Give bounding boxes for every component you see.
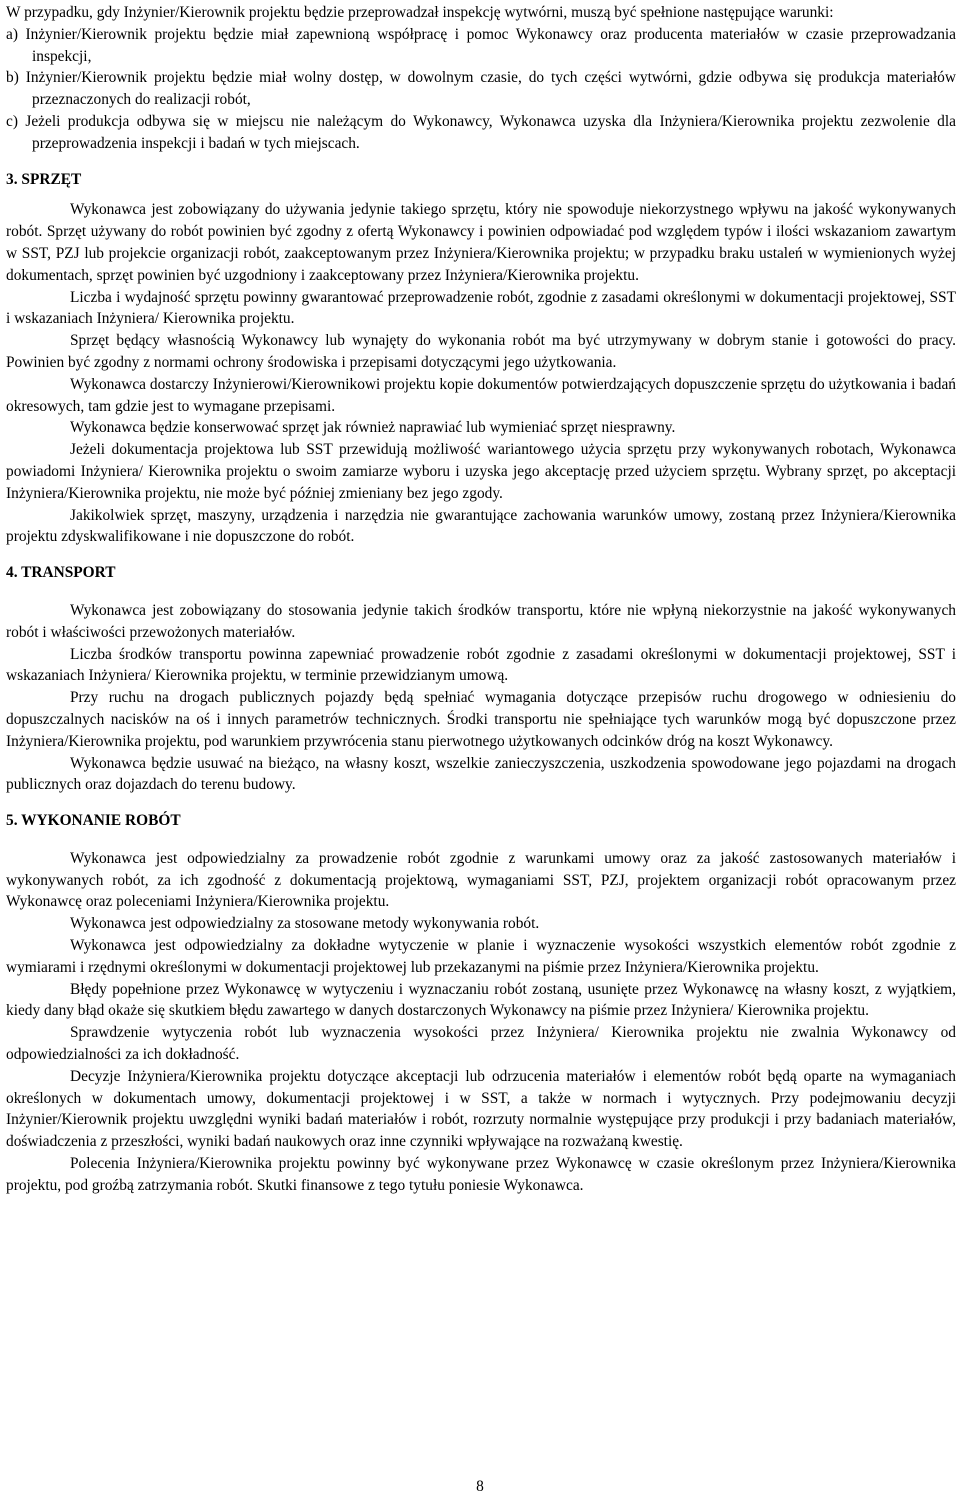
equipment-paragraph: Wykonawca jest zobowiązany do używania jedynie takiego sprzętu, który nie spowoduje niekorzystnego wpływu na jakość wykonywanych robót. Sprzęt używany do robót powinien być zgodny z ofertą Wykonawcy i powinien odpowiadać pod względem typów i ilości wskazaniom zawartym w SST, PZJ lub projekcie organizacji robót, zaakceptowanym przez Inżyniera/Kierownika projektu; w przypadku braku ustaleń w wymienionych wyżej dokumentach, sprzęt powinien być uzgodniony i zaakceptowany przez Inżyniera/Kierownika projektu. [6,201,956,284]
transport-paragraph: Przy ruchu na drogach publicznych pojazdy będą spełniać wymagania dotyczące przepisów ruchu drogowego w odniesieniu do dopuszczalnych nacisków na oś i innych parametrów technicznych. Środki transportu nie spełniające tych warunków mogą być dopuszczone przez Inżyniera/Kierownika projektu, pod warunkiem przywrócenia stanu pierwotnego użytkowanych odcinków dróg na koszt Wykonawcy. [6,689,956,750]
execution-paragraph: Wykonawca jest odpowiedzialny za prowadzenie robót zgodnie z warunkami umowy oraz za jakość zastosowanych materiałów i wykonywanych robót, za ich zgodność z dokumentacją projektową, wymaganiami SST, PZJ, projektem organizacji robót opracowanym przez Wykonawcę oraz poleceniami Inżyniera/Kierownika projektu. [6,849,956,911]
execution-paragraph: Polecenia Inżyniera/Kierownika projektu powinny być wykonywane przez Wykonawcę w czasie określonym przez Inżyniera/Kierownika projektu, pod groźbą zatrzymania robót. Skutki finansowe z tego tytułu poniesie Wykonawca. [6,1155,956,1194]
section-heading-execution: 5. WYKONANIE ROBÓT [6,812,181,830]
intro-paragraph: W przypadku, gdy Inżynier/Kierownik projektu będzie przeprowadzał inspekcję wytwórni, muszą być spełnione następujące warunki: [6,4,834,21]
transport-paragraph: Wykonawca będzie usuwać na bieżąco, na własny koszt, wszelkie zanieczyszczenia, uszkodzenia spowodowane jego pojazdami na drogach publicznych oraz dojazdach do terenu budowy. [6,754,956,794]
equipment-paragraph: Liczba i wydajność sprzętu powinny gwarantować przeprowadzenie robót, zgodnie z zasadami określonymi w dokumentacji projektowej, SST i wskazaniach Inżyniera/ Kierownika projektu. [6,288,956,328]
equipment-paragraph: Wykonawca dostarczy Inżynierowi/Kierownikowi projektu kopie dokumentów potwierdzających dopuszczenie sprzętu do użytkowania i badań okresowych, tam gdzie jest to wymagane przepisami. [6,375,956,415]
intro-list-item-a: a) Inżynier/Kierownik projektu będzie miał zapewnioną współpracę i pomoc Wykonawcy oraz producenta materiałów w czasie przeprowadzania inspekcji, [6,25,956,65]
equipment-paragraph: Jeżeli dokumentacja projektowa lub SST przewidują możliwość wariantowego użycia sprzętu przy wykonywanych robotach, Wykonawca powiadomi Inżyniera/ Kierownika projektu o swoim zamiarze wyboru i uzyska jego akceptację przed użyciem sprzętu. Wybrany sprzęt, po akceptacji Inżyniera/Kierownika projektu, nie może być później zmieniany bez jego zgody. [6,441,956,502]
execution-paragraph: Błędy popełnione przez Wykonawcę w wytyczeniu i wyznaczaniu robót zostaną, usunięte przez Wykonawcę na własny koszt, z wyjątkiem, kiedy dany błąd okaże się skutkiem błędu zawartego w danych dostarczonych Wykonawcy na piśmie przez Inżyniera/ Kierownika projektu. [6,980,956,1020]
transport-paragraph: Wykonawca jest zobowiązany do stosowania jedynie takich środków transportu, które nie wpłyną niekorzystnie na jakość wykonywanych robót i właściwości przewożonych materiałów. [6,601,956,641]
execution-paragraph: Sprawdzenie wytyczenia robót lub wyznaczenia wysokości przez Inżyniera/ Kierownika projektu nie zwalnia Wykonawcy od odpowiedzialności za ich dokładność. [6,1024,956,1064]
section-heading-equipment: 3. SPRZĘT [6,170,82,188]
document-page [6,2,956,1197]
section-heading-transport: 4. TRANSPORT [6,564,116,582]
intro-list-item-b: b) Inżynier/Kierownik projektu będzie miał wolny dostęp, w dowolnym czasie, do tych części wytwórni, gdzie odbywa się produkcja materiałów przeznaczonych do realizacji robót, [6,69,956,109]
equipment-paragraph: Jakikolwiek sprzęt, maszyny, urządzenia i narzędzia nie gwarantujące zachowania warunków umowy, zostaną przez Inżyniera/Kierownika projektu zdyskwalifikowane i nie dopuszczone do robót. [6,506,956,546]
transport-paragraph: Liczba środków transportu powinna zapewniać prowadzenie robót zgodnie z zasadami określonymi w dokumentacji projektowej, SST i wskazaniach Inżyniera/ Kierownika projektu, w terminie przewidzianym umową. [6,645,956,685]
intro-list-item-c: c) Jeżeli produkcja odbywa się w miejscu nie należącym do Wykonawcy, Wykonawca uzyska dla Inżyniera/Kierownika projektu zezwolenie dla przeprowadzenia inspekcji i badań w tych miejscach. [6,112,956,152]
execution-paragraph: Wykonawca jest odpowiedzialny za stosowane metody wykonywania robót. [70,915,540,933]
equipment-paragraph: Wykonawca będzie konserwować sprzęt jak również naprawiać lub wymieniać sprzęt niesprawny. [70,419,676,437]
equipment-paragraph: Sprzęt będący własnością Wykonawcy lub wynajęty do wykonania robót ma być utrzymywany w dobrym stanie i gotowości do pracy. Powinien być zgodny z normami ochrony środowiska i przepisami dotyczącymi jego użytkowania. [6,332,956,371]
execution-paragraph: Wykonawca jest odpowiedzialny za dokładne wytyczenie w planie i wyznaczenie wysokości wszystkich elementów robót zgodnie z wymiarami i rzędnymi określonymi w dokumentacji projektowej lub przekazanymi na piśmie przez Inżyniera/Kierownika projektu. [6,937,956,976]
page-number: 8 [476,1478,484,1495]
execution-paragraph: Decyzje Inżyniera/Kierownika projektu dotyczące akceptacji lub odrzucenia materiałów i elementów robót będą oparte na wymaganiach określonych w dokumentach umowy, dokumentacji projektowej i w SST, a także w normach i wytycznych. Przy podejmowaniu decyzji Inżynier/Kierownik projektu uwzględni wyniki badań materiałów i robót, rozrzuty normalnie występujące przy produkcji i przy badaniach materiałów, doświadczenia z przeszłości, wyniki badań naukowych oraz inne czynniki wpływające na rozważaną kwestię. [6,1067,956,1151]
